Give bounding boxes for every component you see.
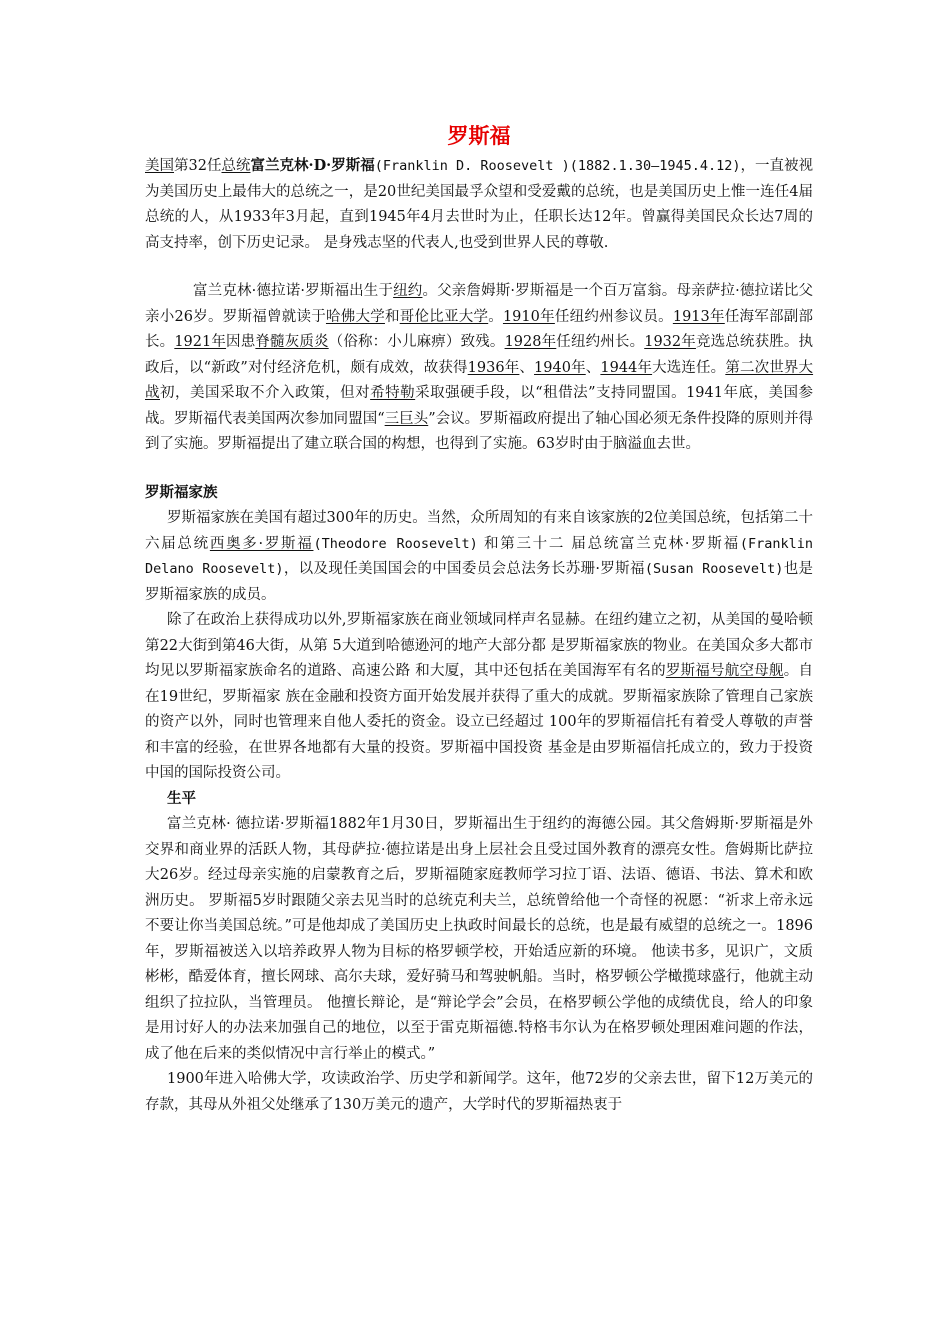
inline-link[interactable]: 西奥多·罗斯福: [209, 535, 314, 552]
text-run: ”会议。罗斯福政府提出了轴心国必须无条件投降的原则并得到了实施。罗斯福提出了建立联合国的构想，也得到了实施。63岁时由于脑溢血去世。: [145, 410, 813, 452]
text-run: 也是罗斯福家族的成员。: [145, 561, 814, 603]
text-run: ，以及现任美国国会的中国委员会总法务长苏珊·罗斯福: [283, 561, 645, 577]
text-run: 任纽约州长。: [556, 334, 645, 350]
english-name: (Susan Roosevelt): [644, 561, 784, 577]
text-run: 因患: [226, 334, 256, 350]
section-heading-family: 罗斯福家族: [145, 484, 218, 501]
life-paragraph-2: 1900年进入哈佛大学，攻读政治学、历史学和新闻学。这年，他72岁的父亲去世，留下12万美元的存款，其母从外祖父处继承了130万美元的遗产，大学时代的罗斯福热衷于: [145, 1071, 813, 1113]
inline-link[interactable]: 1910年: [502, 308, 555, 325]
text-run: 、: [585, 359, 601, 376]
inline-link[interactable]: 1940年: [534, 359, 586, 376]
text-run: 富兰克林·德拉诺·罗斯福出生于: [193, 283, 394, 299]
inline-link[interactable]: 1932年: [644, 334, 696, 350]
text-run: 初，美国采取不介入政策，但对: [160, 385, 371, 401]
text-run: 除了在政治上获得成功以外,罗斯福家族在商业领域同样声名显赫。在纽约建立之初，从美国的曼哈顿第22大街到第46大街，从第 5大道到哈德逊河的地产大部分都 是罗斯福家族的物业。在美国众多大都市均见以罗斯福家族命名的道路、高速公路 和大厦，其中还包括在美国海军有名的: [145, 612, 813, 679]
life-paragraph-1: 富兰克林· 德拉诺·罗斯福1882年1月30日，罗斯福出生于纽约的海德公园。其父詹姆斯·罗斯福是外交界和商业界的活跃人物，其母萨拉·德拉诺是出身上层社会且受过国外教育的漂亮女性。詹姆斯比萨拉大26岁。经过母亲实施的启蒙教育之后，罗斯福随家庭教师学习拉丁语、法语、德语、书法、算术和欧洲历史。 罗斯福5岁时跟随父亲去见当时的总统克利夫兰，总统曾给他一个奇怪的祝愿：“祈求上帝永远不要让你当美国总统。”可是他却成了美国历史上执政时间最长的总统，也是最有威望的总统之一。1896年，罗斯福被送入以培养政界人物为目标的格罗顿学校，开始适应新的环境。 他读书多，见识广，文质彬彬，酷爱体育，擅长网球、高尔夫球，爱好骑马和驾驶帆船。当时，格罗顿公学橄揽球盛行，他就主动组织了拉拉队，当管理员。 他擅长辩论，是“辩论学会”会员，在格罗顿公学他的成绩优良，给人的印象是用讨好人的办法来加强自己的地位，以至于雷克斯福德.特格韦尔认为在格罗顿处理困难问题的作法，成了他在后来的类似情况中言行举止的模式。”: [145, 816, 813, 1062]
intro-text-1: 第32任: [174, 158, 222, 174]
text-run: 和第三十二 届总统富兰克林·罗斯福: [477, 535, 740, 552]
text-run: 大选连任。: [652, 359, 726, 376]
text-run: （俗称：小儿麻痹）致残。: [328, 334, 505, 350]
spacer: [145, 458, 813, 481]
english-name: (Theodore Roosevelt): [313, 535, 478, 552]
intro-text-rest: ，一直被视为美国历史上最伟大的总统之一，是20世纪美国最孚众望和受爱戴的总统，也是美国历史上惟一连任4届总统的人，从1933年3月起，直到1945年4月去世时为止，任职长达12年。曾赢得美国民众长达7周的高支持率，创下历史记录。 是身残志坚的代表人,也受到世界人民的尊敬.: [145, 158, 814, 251]
intro-name-bold: 富兰克林·D·罗斯福: [250, 157, 375, 174]
inline-link[interactable]: 脊髓灰质炎: [255, 334, 329, 350]
inline-link[interactable]: 1936年: [467, 359, 520, 376]
link-president[interactable]: 总统: [221, 158, 251, 174]
english-name: (Franklin Delano Roosevelt): [145, 535, 814, 577]
family-paragraph-2: [145, 608, 813, 787]
text-run: 罗斯福家族在美国有超过300年的历史。当然，众所周知的有来自该家族的2位美国总统，包括第二十六届总统: [145, 510, 813, 552]
spacer: [145, 256, 813, 279]
inline-link[interactable]: 希特勒: [370, 385, 416, 401]
intro-name-en: (Franklin D. Roosevelt )(1882.1.30—1945.4.12): [374, 158, 741, 174]
inline-link[interactable]: 三巨头: [384, 410, 429, 427]
text-run: 和: [384, 308, 400, 325]
text-run: 任纽约州参议员。: [554, 308, 673, 325]
inline-link[interactable]: 1944年: [600, 359, 653, 376]
family-paragraph-1: [145, 506, 813, 608]
document-page: [145, 122, 813, 1118]
section-heading-life: 生平: [167, 790, 196, 807]
text-run: 。自在19世纪，罗斯福家 族在金融和投资方面开始发展并获得了重大的成就。罗斯福家族除了管理自己家族 的资产以外，同时也管理来自他人委托的资金。设立已经超过 100年的罗斯福信托有着受人尊敬的声誉和丰富的经验，在世界各地都有大量的投资。罗斯福中国投资 基金是由罗斯福信托成立的，致力于投资中国的国际投资公司。: [145, 663, 814, 781]
text-run: 采取强硬手段，以“租借法”支持同盟国。1941年底，美国参战。罗斯福代表美国两次参加同盟国“: [145, 385, 814, 427]
inline-link[interactable]: 1921年: [174, 334, 227, 350]
text-run: 。父亲詹姆斯·罗斯福是一个百万富翁。母亲萨拉·德拉诺比父亲小26岁。罗斯福曾就读于: [145, 283, 814, 325]
text-run: 、: [519, 359, 535, 376]
inline-link[interactable]: 纽约: [393, 283, 423, 299]
inline-link[interactable]: 1928年: [504, 334, 557, 350]
inline-link[interactable]: 哥伦比亚大学: [399, 308, 489, 325]
link-usa[interactable]: 美国: [145, 158, 175, 174]
inline-link[interactable]: 罗斯福号航空母舰: [665, 663, 784, 679]
bio-paragraph: [145, 279, 813, 458]
text-run: 竞选总统获胜。执政后，以“新政”对付经济危机，颇有成效，故获得: [145, 334, 814, 376]
text-run: 。: [488, 308, 503, 325]
page-title: 罗斯福: [447, 124, 511, 148]
text-run: 任海军部副部长。: [145, 308, 814, 350]
inline-link[interactable]: 1913年: [672, 308, 725, 325]
inline-link[interactable]: 哈佛大学: [325, 308, 385, 325]
inline-link[interactable]: 第二次世界大战: [145, 359, 814, 401]
intro-paragraph: [145, 153, 813, 256]
